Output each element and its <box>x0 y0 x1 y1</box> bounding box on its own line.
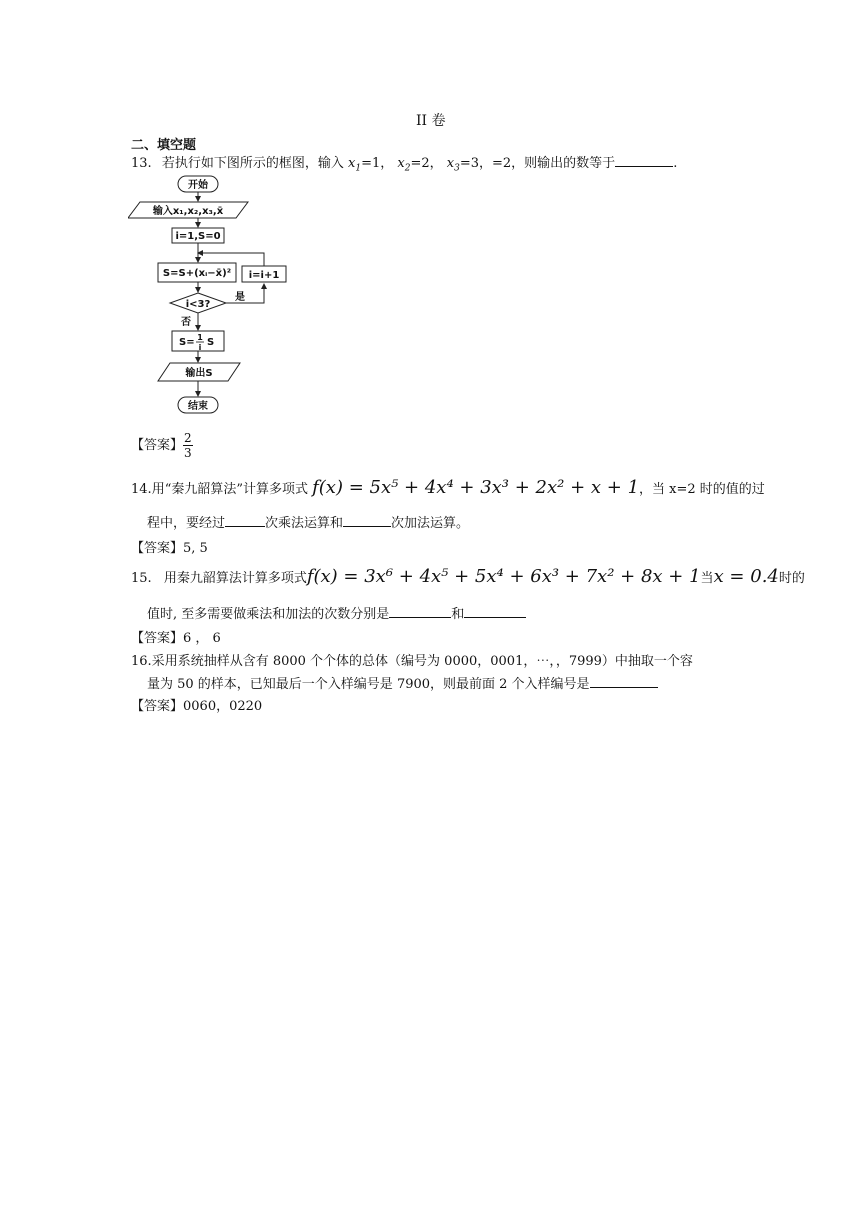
question-text: 和 <box>451 607 465 622</box>
input-label: 输入x₁,x₂,x₃,x̄ <box>152 206 224 217</box>
question-text: 程中，要经过 <box>147 516 226 531</box>
question-text-mid: 当 <box>700 571 714 586</box>
question-14-line2 <box>147 512 469 531</box>
answer-value: 5, 5 <box>183 541 208 556</box>
answer-blank-1 <box>389 605 451 618</box>
question-text-post: ，当 x=2 时的值的过 <box>639 482 765 497</box>
answer-blank <box>615 154 673 167</box>
init-label: i=1,S=0 <box>175 231 221 242</box>
question-16 <box>131 650 693 669</box>
question-number: 16. <box>131 654 152 669</box>
answer-label: 【答案】 <box>131 541 184 556</box>
answer-value: 0060，0220 <box>183 699 263 714</box>
question-text-post: 时的 <box>778 571 805 586</box>
answer-13 <box>131 431 193 460</box>
polynomial-formula: f(x) = 3x⁶ + 4x⁵ + 5x⁴ + 6x³ + 7x² + 8x + 1 <box>306 566 701 587</box>
answer-15 <box>131 627 221 646</box>
value-x3: =3， <box>459 156 493 171</box>
question-15-line2 <box>147 603 526 622</box>
final-denominator: i <box>198 343 202 352</box>
answer-blank-2 <box>464 605 526 618</box>
increment-label: i=i+1 <box>248 270 280 281</box>
answer-value: 6 ， 6 <box>183 631 221 646</box>
section-heading: 二、填空题 <box>131 138 197 153</box>
question-text: 量为 50 的样本，已知最后一个入样编号是 7900，则最前面 2 个入样编号是 <box>147 677 590 692</box>
question-number: 15. <box>131 571 152 586</box>
question-text: 用秦九韶算法计算多项式 <box>163 571 307 586</box>
value-x2: =2， <box>410 156 443 171</box>
x-value: x = 0.4 <box>713 566 779 587</box>
question-text: 值时, 至多需要做乘法和加法的次数分别是 <box>147 607 390 622</box>
answer-16 <box>131 695 262 714</box>
value-x1: =1， <box>361 156 394 171</box>
answer-label: 【答案】 <box>131 631 184 646</box>
question-text: 用“秦九韶算法”计算多项式 <box>151 482 308 497</box>
answer-14 <box>131 537 208 556</box>
answer-blank-2 <box>343 514 391 527</box>
condition-label: i<3? <box>185 299 211 310</box>
answer-label: 【答案】 <box>131 438 184 453</box>
page-title: II 卷 <box>416 113 446 129</box>
final-left-label: S= <box>179 337 195 348</box>
output-label: 输出S <box>185 368 213 379</box>
answer-fraction: $\frac{2}{3}$ <box>184 431 192 460</box>
final-numerator: 1 <box>197 333 203 342</box>
yes-label: 是 <box>235 292 245 303</box>
polynomial-formula: f(x) = 5x⁵ + 4x⁴ + 3x³ + 2x² + x + 1 <box>312 477 640 498</box>
question-number: 14. <box>131 482 152 497</box>
start-label: 开始 <box>188 180 208 191</box>
question-number: 13. <box>131 156 152 171</box>
question-text-rest: =2，则输出的数等于 <box>492 156 616 171</box>
update-label: S=S+(xᵢ−x̄)² <box>162 268 232 279</box>
question-text: 次加法运算。 <box>391 516 470 531</box>
question-16-line2 <box>147 673 658 692</box>
question-text: 采用系统抽样从含有 8000 个个体的总体（编号为 0000，0001，⋯，，7999）中抽取一个容 <box>151 654 693 669</box>
answer-blank-1 <box>225 514 265 527</box>
var-x3: $x_3$ <box>446 156 460 174</box>
question-15 <box>131 567 805 589</box>
var-x1: $x_1$ <box>347 156 362 174</box>
question-text: 若执行如下图所示的框图，输入 <box>161 156 344 171</box>
flowchart <box>128 170 298 420</box>
period: . <box>673 156 678 171</box>
final-right-label: S <box>207 337 215 348</box>
question-text: 次乘法运算和 <box>265 516 344 531</box>
question-14 <box>131 478 765 500</box>
answer-label: 【答案】 <box>131 699 184 714</box>
answer-blank <box>590 675 658 688</box>
no-label: 否 <box>181 317 191 328</box>
var-x2: $x_2$ <box>397 156 411 174</box>
end-label: 结束 <box>188 401 208 412</box>
